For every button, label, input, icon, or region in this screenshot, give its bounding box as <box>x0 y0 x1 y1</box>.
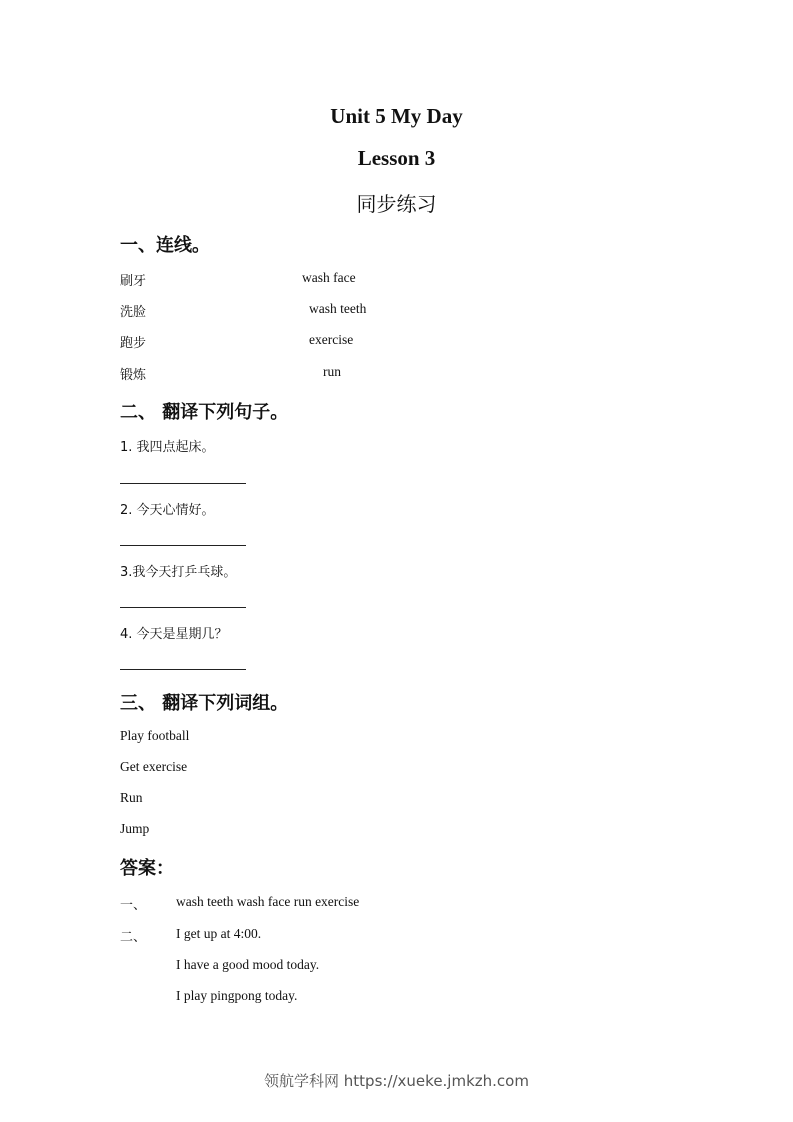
match-left-item: 洗脸 <box>120 305 147 320</box>
section-3-heading: 三、 翻译下列词组。 <box>120 693 289 714</box>
sentence-item: 1. 我四点起床。 <box>120 440 215 455</box>
answer-label: 一、 <box>120 898 147 913</box>
answer-blank-line <box>120 669 246 670</box>
phrase-item: Play football <box>120 728 190 743</box>
page-title: Unit 5 My Day <box>330 104 463 128</box>
section-1-heading: 一、连线。 <box>120 235 210 256</box>
sentence-item: 3.我今天打乒乓球。 <box>120 565 237 580</box>
lesson-title: Lesson 3 <box>357 146 436 170</box>
sentence-item: 2. 今天心情好。 <box>120 503 215 518</box>
phrase-item: Run <box>120 790 143 805</box>
footer-watermark: 领航学科网 https://xueke.jmkzh.com <box>264 1072 529 1090</box>
answer-label: 二、 <box>120 930 147 945</box>
sentence-item: 4. 今天是星期几？ <box>120 627 228 642</box>
answer-blank-line <box>120 545 246 546</box>
answers-heading: 答案： <box>120 858 174 879</box>
match-left-item: 跑步 <box>120 336 147 351</box>
match-left-item: 刷牙 <box>120 274 147 289</box>
page-subtitle: 同步练习 <box>356 192 437 216</box>
phrase-item: Get exercise <box>120 759 188 774</box>
answer-blank-line <box>120 483 246 484</box>
phrase-item: Jump <box>120 821 150 836</box>
answer-text: I get up at 4:00. <box>176 926 262 941</box>
match-right-item: run <box>323 364 341 379</box>
answer-text: I have a good mood today. <box>176 957 320 972</box>
match-right-item: wash face <box>302 270 356 285</box>
match-right-item: wash teeth <box>309 301 367 316</box>
match-right-item: exercise <box>309 332 354 347</box>
answer-text: I play pingpong today. <box>176 988 298 1003</box>
section-2-heading: 二、 翻译下列句子。 <box>120 402 289 423</box>
answer-text: wash teeth wash face run exercise <box>176 894 360 909</box>
answer-blank-line <box>120 607 246 608</box>
match-left-item: 锻炼 <box>120 368 147 383</box>
